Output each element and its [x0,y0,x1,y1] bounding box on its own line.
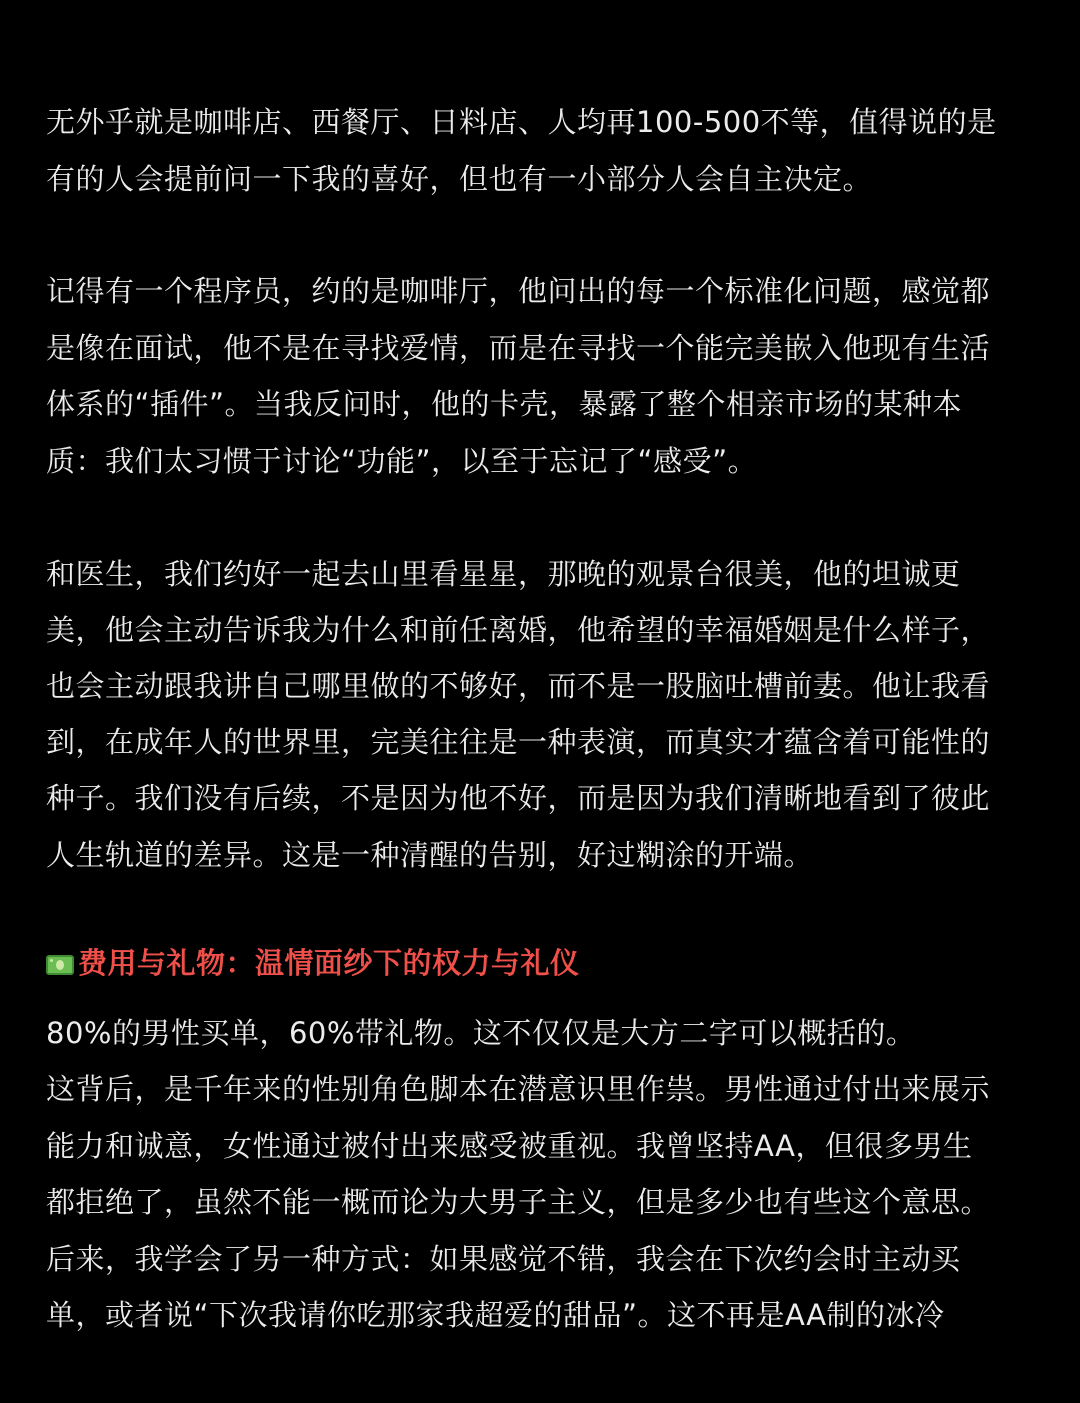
section-body-line-4: 都拒绝了，虽然不能一概而论为大男子主义，但是多少也有些这个意思。 [46,1185,991,1219]
section-body-line-5: 后来，我学会了另一种方式：如果感觉不错，我会在下次约会时主动买 [46,1242,961,1276]
section-body-line-2: 这背后，是千年来的性别角色脚本在潜意识里作祟。男性通过付出来展示 [46,1072,991,1106]
section-body-line-6: 单，或者说“下次我请你吃那家我超爱的甜品”。这不再是AA制的冰冷 [46,1298,945,1332]
paragraph-3-line-4: 到，在成年人的世界里，完美往往是一种表演，而真实才蕴含着可能性的 [46,725,991,759]
paragraph-1-line-1: 无外乎就是咖啡店、西餐厅、日料店、人均再100-500不等，值得说的是 [46,105,997,139]
paragraph-2-line-2: 是像在面试，他不是在寻找爱情，而是在寻找一个能完美嵌入他现有生活 [46,331,991,365]
paragraph-1-line-2: 有的人会提前问一下我的喜好，但也有一小部分人会自主决定。 [46,162,873,196]
section-heading-text: 费用与礼物：温情面纱下的权力与礼仪 [78,946,580,980]
paragraph-2-line-4: 质：我们太习惯于讨论“功能”，以至于忘记了“感受”。 [46,444,758,478]
section-heading [46,943,580,983]
paragraph-3-line-1: 和医生，我们约好一起去山里看星星，那晚的观景台很美，他的坦诚更 [46,557,961,591]
paragraph-2-line-3: 体系的“插件”。当我反问时，他的卡壳，暴露了整个相亲市场的某种本 [46,387,963,421]
paragraph-2-line-1: 记得有一个程序员，约的是咖啡厅，他问出的每一个标准化问题，感觉都 [46,274,991,308]
paragraph-3-line-2: 美，他会主动告诉我为什么和前任离婚，他希望的幸福婚姻是什么样子， [46,613,991,647]
paragraph-3-line-3: 也会主动跟我讲自己哪里做的不够好，而不是一股脑吐槽前妻。他让我看 [46,669,991,703]
money-bill-icon [46,955,74,975]
paragraph-3-line-6: 人生轨道的差异。这是一种清醒的告别，好过糊涂的开端。 [46,838,814,872]
section-body-line-1: 80%的男性买单，60%带礼物。这不仅仅是大方二字可以概括的。 [46,1016,916,1050]
paragraph-3-line-5: 种子。我们没有后续，不是因为他不好，而是因为我们清晰地看到了彼此 [46,781,991,815]
section-body-line-3: 能力和诚意，女性通过被付出来感受被重视。我曾坚持AA，但很多男生 [46,1129,973,1163]
